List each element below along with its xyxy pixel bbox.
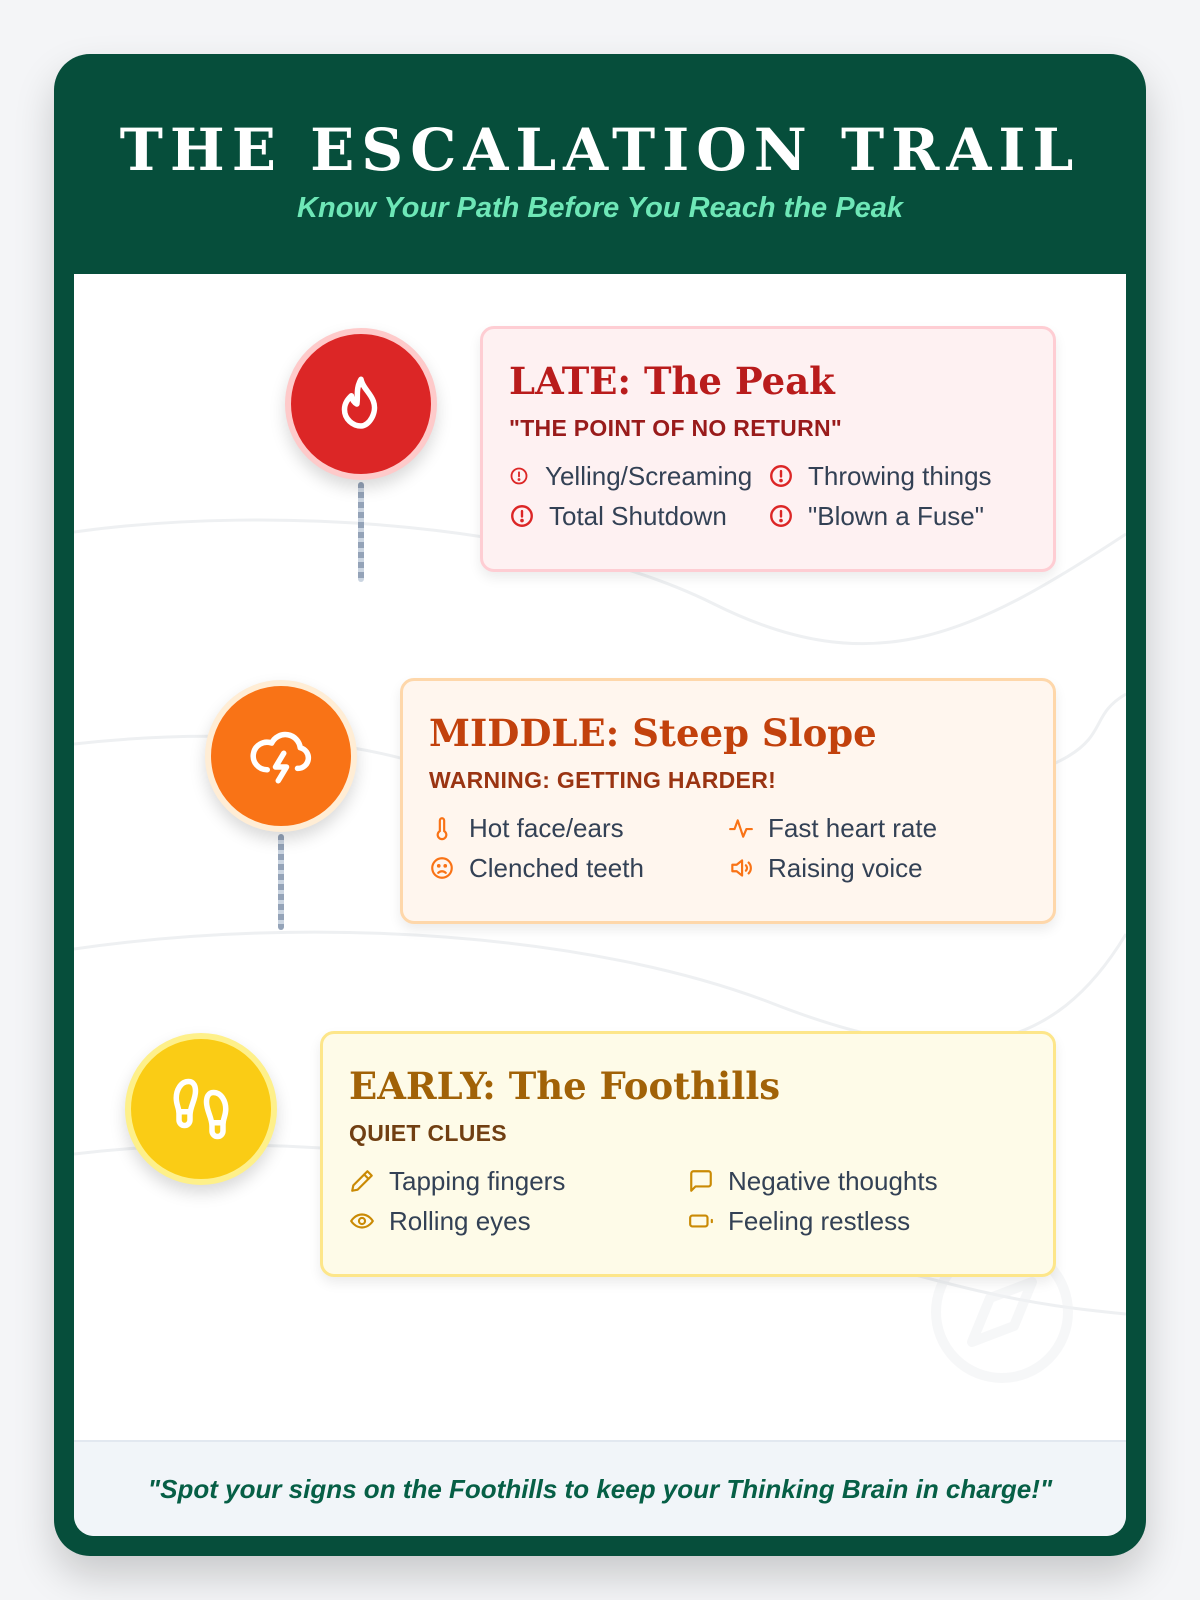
sign-label: Yelling/Screaming xyxy=(545,460,753,491)
eye-icon xyxy=(349,1208,375,1234)
sign-label: Total Shutdown xyxy=(549,500,727,531)
sign-label: Rolling eyes xyxy=(389,1205,531,1236)
pencil-icon xyxy=(349,1168,375,1194)
sign-label: Raising voice xyxy=(768,852,923,883)
footprints-icon xyxy=(168,1076,234,1142)
sign-label: Hot face/ears xyxy=(469,812,624,843)
sign-item xyxy=(349,1165,688,1197)
page-title: THE ESCALATION TRAIL xyxy=(119,116,1081,184)
signs-list xyxy=(349,1165,1027,1237)
sign-item xyxy=(688,1165,1027,1197)
stage-early xyxy=(74,274,1126,1536)
stage-tag: "THE POINT OF NO RETURN" xyxy=(509,415,843,441)
sign-label: Tapping fingers xyxy=(389,1165,566,1196)
stage-title: MIDDLE: Steep Slope xyxy=(429,711,877,755)
page-subtitle: Know Your Path Before You Reach the Peak xyxy=(297,192,903,224)
sign-item xyxy=(349,1205,688,1237)
trail-panel xyxy=(74,274,1126,1536)
sign-label: Clenched teeth xyxy=(469,852,644,883)
sign-label: "Blown a Fuse" xyxy=(808,500,984,531)
stage-title: EARLY: The Foothills xyxy=(349,1064,781,1108)
sign-label: Fast heart rate xyxy=(768,812,938,843)
sign-label: Feeling restless xyxy=(728,1205,911,1236)
footer xyxy=(74,1440,1126,1536)
card-early xyxy=(320,1031,1056,1277)
stage-tag: QUIET CLUES xyxy=(349,1120,507,1146)
badge-early xyxy=(125,1033,277,1185)
stage-tag: WARNING: GETTING HARDER! xyxy=(429,767,777,793)
battery-icon xyxy=(688,1208,714,1234)
header xyxy=(54,54,1146,274)
sign-label: Throwing things xyxy=(808,460,992,491)
sign-label: Negative thoughts xyxy=(728,1165,938,1196)
footer-quote: "Spot your signs on the Foothills to keep your Thinking Brain in charge!" xyxy=(147,1473,1053,1504)
infographic-frame xyxy=(54,54,1146,1556)
stage-title: LATE: The Peak xyxy=(509,359,835,403)
sign-item xyxy=(688,1205,1027,1237)
message-square-icon xyxy=(688,1168,714,1194)
